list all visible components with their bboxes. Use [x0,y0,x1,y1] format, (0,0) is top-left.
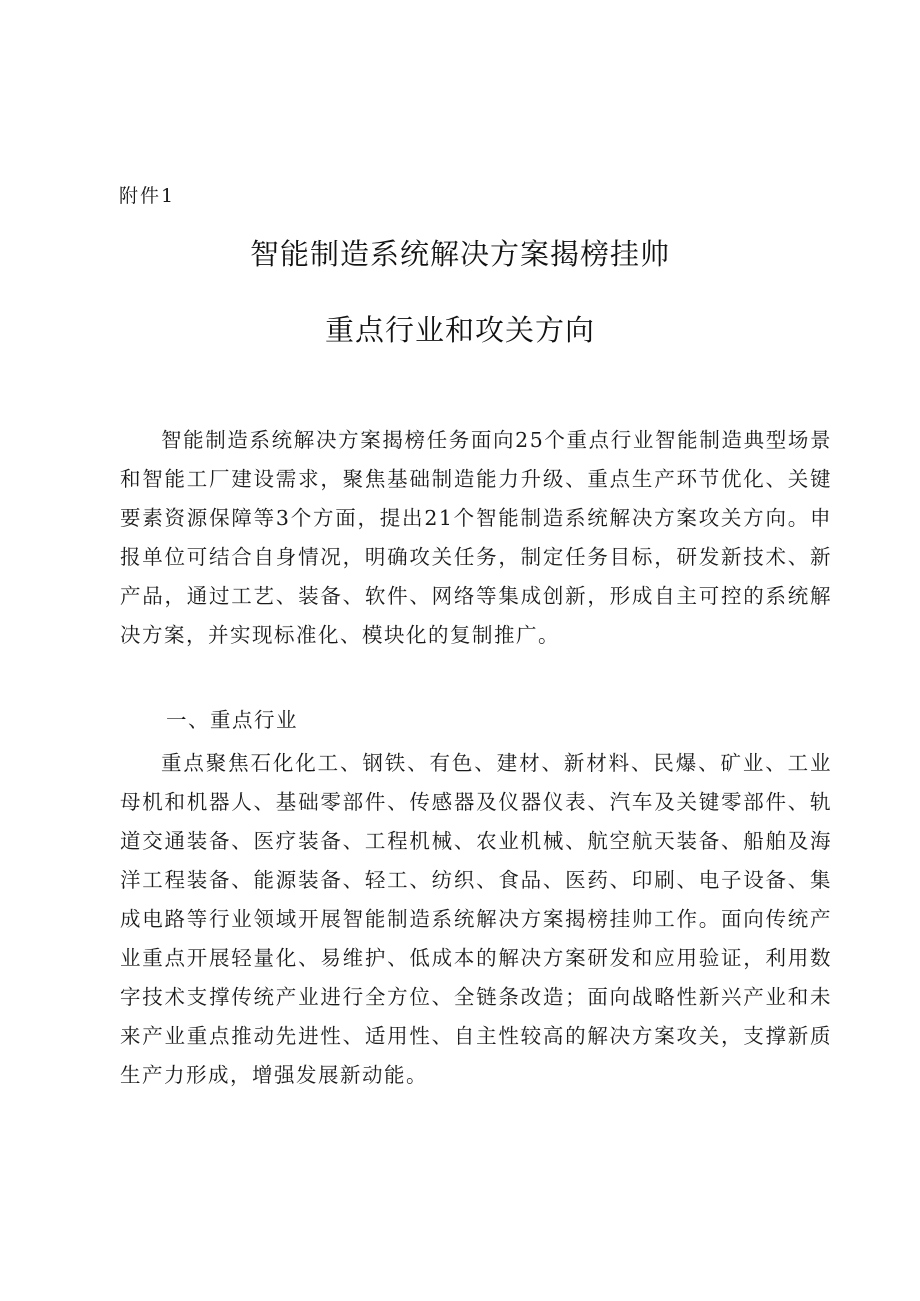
attachment-label: 附件1 [119,185,176,207]
section-heading-key-industries: 一、重点行业 [166,708,298,732]
document-title-line1: 智能制造系统解决方案揭榜挂帅 [249,237,670,271]
key-industries-paragraph: 重点聚焦石化化工、钢铁、有色、建材、新材料、民爆、矿业、工业母机和机器人、基础零部件、传感器及仪器仪表、汽车及关键零部件、轨道交通装备、医疗装备、工程机械、农业机械、航空航天装备、船舶及海洋工程装备、能源装备、轻工、纺织、食品、医药、印刷、电子设备、集成电路等行业领域开展智能制造系统解决方案揭榜挂帅工作。面向传统产业重点开展轻量化、易维护、低成本的解决方案研发和应用验证，利用数字技术支撑传统产业进行全方位、全链条改造；面向战略性新兴产业和未来产业重点推动先进性、适用性、自主性较高的解决方案攻关，支撑新质生产力形成，增强发展新动能。 [120,751,832,1087]
document-title-line2: 重点行业和攻关方向 [324,313,595,347]
intro-paragraph: 智能制造系统解决方案揭榜任务面向25个重点行业智能制造典型场景和智能工厂建设需求，聚焦基础制造能力升级、重点生产环节优化、关键要素资源保障等3个方面，提出21个智能制造系统解决方案攻关方向。申报单位可结合自身情况，明确攻关任务，制定任务目标，研发新技术、新产品，通过工艺、装备、软件、网络等集成创新，形成自主可控的系统解决方案，并实现标准化、模块化的复制推广。 [120,428,832,647]
